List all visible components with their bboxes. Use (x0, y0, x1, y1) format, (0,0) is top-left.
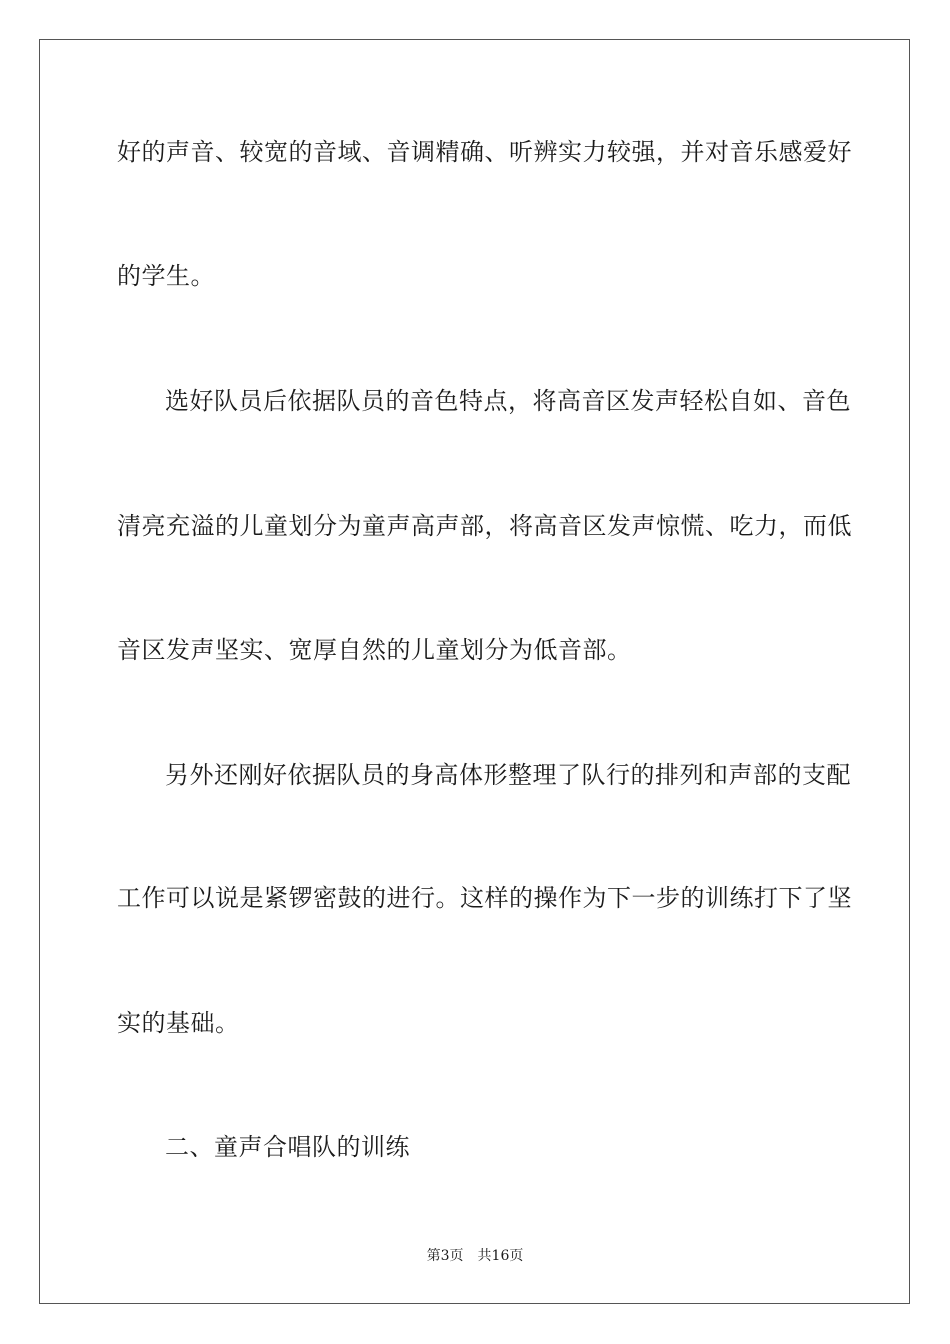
section-heading: 二、童声合唱队的训练 (165, 1133, 410, 1161)
body-line-1: 好的声音、较宽的音域、音调精确、听辨实力较强，并对音乐感爱好 (117, 138, 852, 166)
body-line-8: 实的基础。 (117, 1009, 240, 1037)
page-footer (0, 1247, 950, 1265)
body-line-3: 选好队员后依据队员的音色特点，将高音区发声轻松自如、音色 (165, 387, 851, 415)
body-line-2: 的学生。 (117, 262, 215, 290)
page-number: 第3页 (426, 1248, 464, 1264)
page-frame (39, 39, 910, 1304)
body-line-6: 另外还刚好依据队员的身高体形整理了队行的排列和声部的支配 (165, 761, 851, 789)
body-line-7: 工作可以说是紧锣密鼓的进行。这样的操作为下一步的训练打下了坚 (117, 884, 852, 912)
body-line-5: 音区发声坚实、宽厚自然的儿童划分为低音部。 (117, 636, 632, 664)
body-line-4: 清亮充溢的儿童划分为童声高声部，将高音区发声惊慌、吃力，而低 (117, 512, 852, 540)
page-total: 共16页 (477, 1248, 524, 1264)
